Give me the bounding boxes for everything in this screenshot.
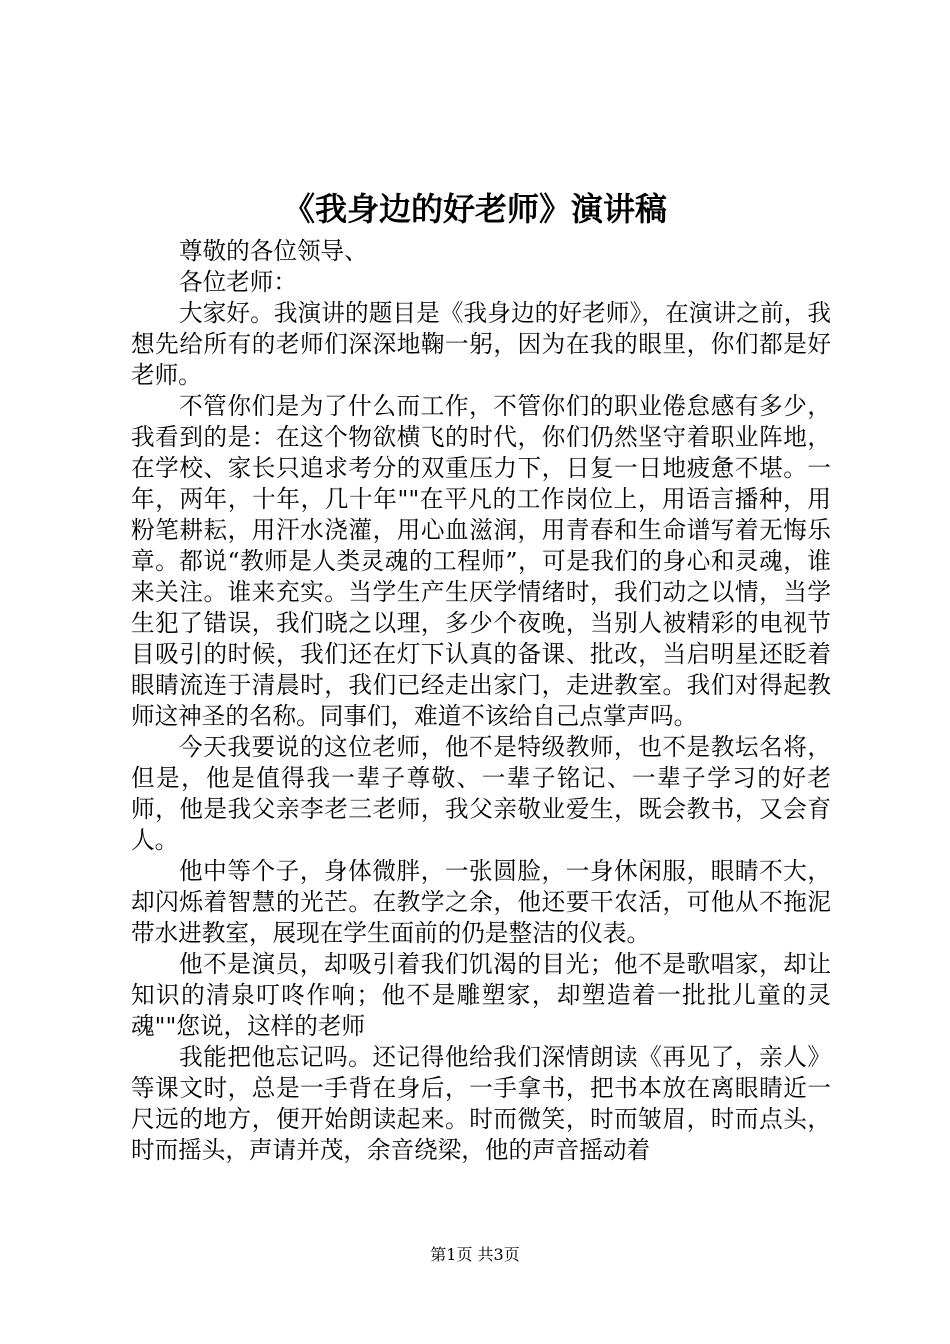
document-body <box>131 236 831 1166</box>
paragraph: 大家好。我演讲的题目是《我身边的好老师》，在演讲之前，我想先给所有的老师们深深地鞠一躬，因为在我的眼里，你们都是好老师。 <box>131 299 831 389</box>
salutation-line-2: 各位老师： <box>179 268 297 296</box>
salutation-line-1: 尊敬的各位领导、 <box>179 237 368 265</box>
document-title: 《我身边的好老师》演讲稿 <box>282 190 667 228</box>
paragraph: 今天我要说的这位老师，他不是特级教师，也不是教坛名将，但是，他是值得我一辈子尊敬、一辈子铭记、一辈子学习的好老师，他是我父亲李老三老师，我父亲敬业爱生，既会教书，又会育人。 <box>131 733 831 854</box>
paragraph: 不管你们是为了什么而工作，不管你们的职业倦怠感有多少，我看到的是：在这个物欲横飞的时代，你们仍然坚守着职业阵地，在学校、家长只追求考分的双重压力下，日复一日地疲惫不堪。一年，两年，十年，几十年""在平凡的工作岗位上，用语言播种，用粉笔耕耘，用汗水浇灌，用心血滋润，用青春和生命谱写着无悔乐章。都说“教师是人类灵魂的工程师”，可是我们的身心和灵魂，谁来关注。谁来充实。当学生产生厌学情绪时，我们动之以情，当学生犯了错误，我们晓之以理，多少个夜晚，当别人被精彩的电视节目吸引的时候，我们还在灯下认真的备课、批改，当启明星还眨着眼睛流连于清晨时，我们已经走出家门，走进教室。我们对得起教师这神圣的名称。同事们，难道不该给自己点掌声吗。 <box>131 392 831 730</box>
paragraph: 他不是演员，却吸引着我们饥渴的目光；他不是歌唱家，却让知识的清泉叮咚作响；他不是雕塑家，却塑造着一批批儿童的灵魂""您说，这样的老师 <box>131 950 831 1040</box>
paragraph: 我能把他忘记吗。还记得他给我们深情朗读《再见了，亲人》等课文时，总是一手背在身后，一手拿书，把书本放在离眼睛近一尺远的地方，便开始朗读起来。时而微笑，时而皱眉，时而点头，时而摇头，声请并茂，余音绕梁，他的声音摇动着 <box>131 1043 831 1164</box>
paragraph: 他中等个子，身体微胖，一张圆脸，一身休闲服，眼睛不大，却闪烁着智慧的光芒。在教学之余，他还要干农活，可他从不拖泥带水进教室，展现在学生面前的仍是整洁的仪表。 <box>131 857 831 947</box>
page-number-footer: 第1页 共3页 <box>430 1245 520 1264</box>
